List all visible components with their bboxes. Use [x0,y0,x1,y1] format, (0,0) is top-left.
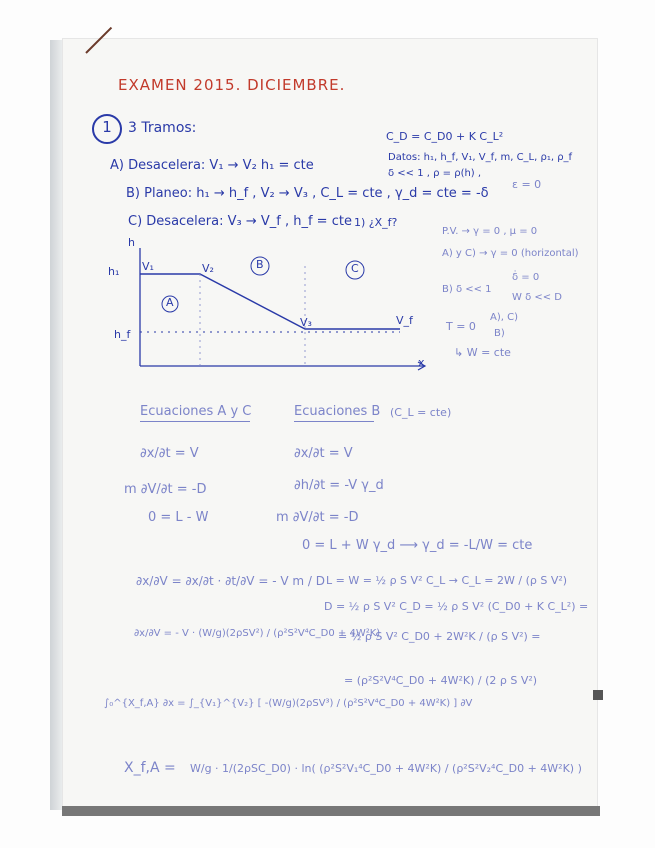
graph-h-label: h [128,236,135,249]
trajectory [140,274,400,329]
drag-eq: D = ½ ρ S V² C_D = ½ ρ S V² (C_D0 + K C_L²) = [324,600,589,613]
epsilon-zero: ε = 0 [512,178,542,191]
graph-h1-label: h₁ [108,265,120,278]
section-number-badge [92,114,122,144]
deriv-2: ∂x/∂V = - V · (W/g)(2ρSV²) / (ρ²S²V⁴C_D0 + 4W²K) [134,628,381,639]
deriv-1: ∂x/∂V = ∂x/∂t · ∂t/∂V = - V m / D [136,574,325,588]
eq-ac-underline [140,421,250,422]
eq-ac-title: Ecuaciones A y C [140,404,252,419]
result-lhs: X_f,A = [124,760,176,776]
tramo-c: C) Desacelera: V₃ → V_f , h_f = cte [128,214,352,229]
drag-eq-3: = (ρ²S²V⁴C_D0 + 4W²K) / (2 ρ S V²) [344,674,538,687]
tramo-b: B) Planeo: h₁ → h_f , V₂ → V₃ , C_L = cte , γ_d = cte = -δ [126,186,489,201]
eq-b-1: ∂x/∂t = V [294,446,353,461]
graph-hf-label: h_f [114,328,131,341]
pv-note: P.V. → γ = 0 , μ = 0 [442,226,538,237]
graph-region-b: B [256,258,264,271]
corner-mark [593,690,603,700]
flight-profile-graph [100,236,430,376]
hypothesis: δ << 1 , ρ = ρ(h) , [388,168,482,179]
eq-b-2: ∂h/∂t = -V γ_d [294,478,384,493]
eq-b-note: (C_L = cte) [390,406,452,419]
graph-vf: V_f [396,314,413,327]
polar-equation: C_D = C_D0 + K C_L² [386,130,504,143]
sheet-shadow [62,806,600,816]
datos: Datos: h₁, h_f, V₁, V_f, m, C_L, ρ₁, ρ_f [388,152,573,163]
eq-ac-3: 0 = L - W [148,510,209,525]
eq-b-underline [294,421,374,422]
page-title: EXAMEN 2015. DICIEMBRE. [118,76,346,94]
graph-region-a: A [166,296,174,309]
eq-b-3: m ∂V/∂t = -D [276,510,359,525]
question-xf: 1) ¿X_f? [354,216,398,229]
eq-ac-2: m ∂V/∂t = -D [124,482,207,497]
drag-eq-2: = ½ ρ S V² C_D0 + 2W²K / (ρ S V²) = [338,630,541,643]
graph-v3: V₃ [300,316,312,329]
b-note: B) δ << 1 [442,284,492,295]
graph-v1: V₁ [142,260,154,273]
thrust-b: B) [494,328,505,339]
section-number: 1 [102,118,112,136]
eq-b-title: Ecuaciones B [294,404,381,419]
b-note-weight: W δ << D [512,292,562,303]
weight-constant: ↳ W = cte [454,346,511,359]
ac-note: A) y C) → γ = 0 (horizontal) [442,248,579,259]
thrust-ac: A), C) [490,312,518,323]
eq-ac-1: ∂x/∂t = V [140,446,199,461]
eq-b-4: 0 = L + W γ_d ⟶ γ_d = -L/W = cte [302,538,533,553]
section-title: 3 Tramos: [128,120,197,136]
graph-region-c: C [351,262,359,275]
integral-eq: ∫₀^{X_f,A} ∂x = ∫_{V₁}^{V₂} [ -(W/g)(2ρSV³) / (ρ²S²V⁴C_D0 + 4W²K) ] ∂V [104,698,473,709]
result-rhs: W/g · 1/(2ρSC_D0) · ln( (ρ²S²V₁⁴C_D0 + 4W²K) / (ρ²S²V₂⁴C_D0 + 4W²K) ) [190,762,582,775]
graph-x-label: x [418,356,425,369]
graph-v2: V₂ [202,262,214,275]
b-note-delta: δ̇ = 0 [512,272,540,283]
thrust-note: T = 0 [446,320,476,333]
lift-eq: L = W = ½ ρ S V² C_L → C_L = 2W / (ρ S V²) [326,574,568,587]
tramo-a: A) Desacelera: V₁ → V₂ h₁ = cte [110,158,314,173]
